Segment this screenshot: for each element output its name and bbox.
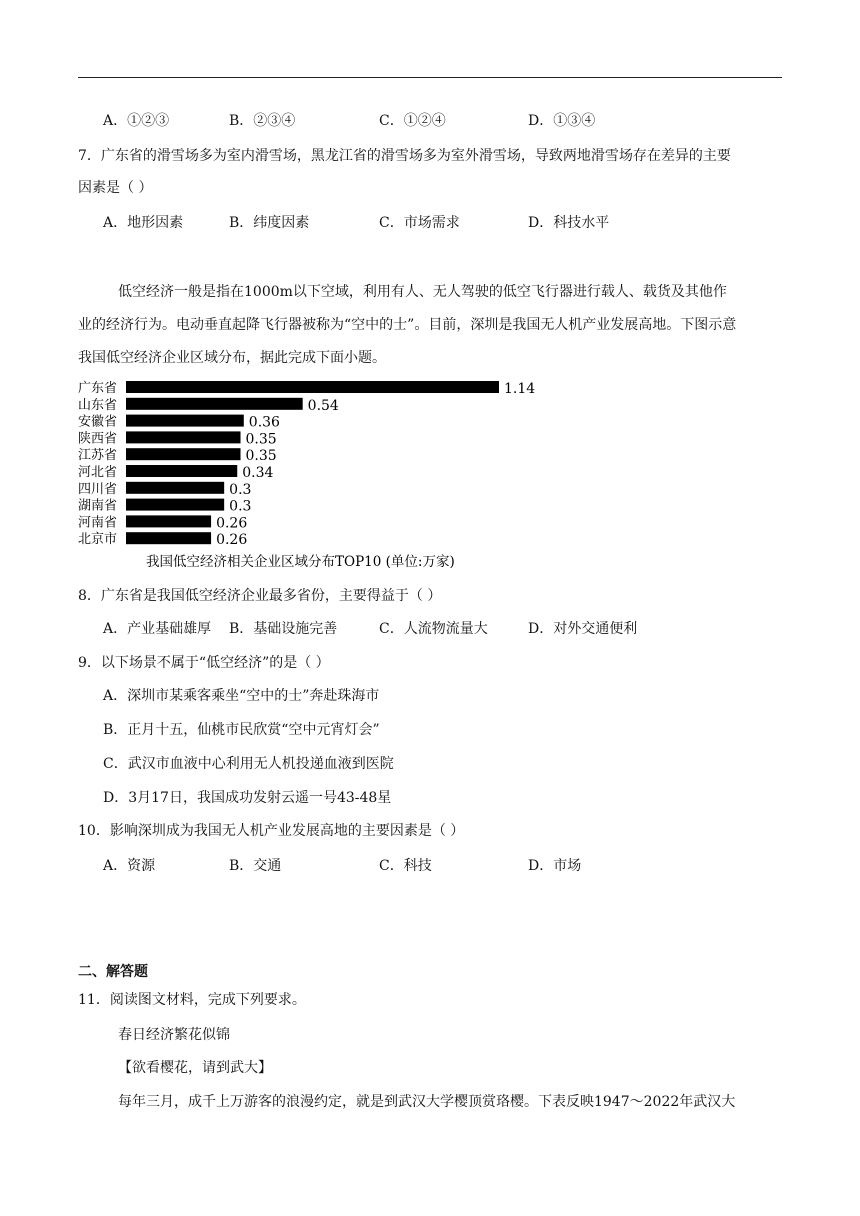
enterprise-distribution-chart xyxy=(70,378,550,568)
category-label: 湖南省 xyxy=(78,498,118,514)
q7-option-c[interactable]: C．市场需求 xyxy=(379,215,460,231)
bar xyxy=(126,515,211,527)
material-line1: 低空经济一般是指在1000m以下空域，利用有人、无人驾驶的低空飞行器进行载人、载货及其他作 xyxy=(118,284,727,300)
q6-option-b[interactable]: B．②③④ xyxy=(229,113,296,129)
q9-option-d[interactable]: D．3月17日，我国成功发射云遥一号43-48星 xyxy=(103,790,392,806)
bar xyxy=(126,482,224,494)
q9-option-b[interactable]: B．正月十五，仙桃市民欣赏“空中元宵灯会” xyxy=(103,722,380,738)
category-label: 江苏省 xyxy=(78,448,118,464)
q7-option-b[interactable]: B．纬度因素 xyxy=(229,215,310,231)
value-label: 1.14 xyxy=(504,381,536,397)
category-label: 山东省 xyxy=(78,397,118,413)
q7-stem-line1: 7．广东省的滑雪场多为室内滑雪场，黑龙江省的滑雪场多为室外滑雪场，导致两地滑雪场存在差异的主要 xyxy=(78,148,731,164)
q11-subtitle: 春日经济繁花似锦 xyxy=(118,1027,230,1043)
q10-option-b[interactable]: B．交通 xyxy=(229,858,282,874)
q10-option-c[interactable]: C．科技 xyxy=(379,858,432,874)
bar xyxy=(126,381,499,393)
chart-title: 我国低空经济相关企业区域分布TOP10 (单位:万家) xyxy=(146,554,455,568)
q8-option-d[interactable]: D．对外交通便利 xyxy=(528,621,638,637)
section-heading: 二、解答题 xyxy=(78,964,148,980)
category-label: 广东省 xyxy=(78,381,118,396)
q8-option-a[interactable]: A．产业基础雄厚 xyxy=(103,621,212,637)
bar xyxy=(126,431,241,443)
bar xyxy=(126,398,303,410)
category-label: 河南省 xyxy=(78,515,118,531)
value-label: 0.3 xyxy=(229,481,252,498)
q8-stem: 8．广东省是我国低空经济企业最多省份，主要得益于（ ） xyxy=(78,588,442,604)
q6-option-c[interactable]: C．①②④ xyxy=(379,113,446,129)
q7-stem-line2: 因素是（ ） xyxy=(78,180,153,196)
bar xyxy=(126,415,244,427)
material-line2: 业的经济行为。电动垂直起降飞行器被称为“空中的士”。目前，深圳是我国无人机产业发展高地。下图示意 xyxy=(78,317,737,333)
q8-option-c[interactable]: C．人流物流量大 xyxy=(379,621,488,637)
q6-option-d[interactable]: D．①③④ xyxy=(528,113,596,129)
value-label: 0.36 xyxy=(248,414,280,431)
q10-stem: 10．影响深圳成为我国无人机产业发展高地的主要因素是（ ） xyxy=(78,823,465,839)
value-label: 0.26 xyxy=(216,532,248,549)
q10-option-d[interactable]: D．市场 xyxy=(528,858,582,874)
value-label: 0.26 xyxy=(216,515,248,532)
header-rule xyxy=(78,77,782,78)
value-label: 0.35 xyxy=(245,448,277,465)
material-line3: 我国低空经济企业区域分布，据此完成下面小题。 xyxy=(78,350,386,366)
q11-bracket-heading: 【欲看樱花，请到武大】 xyxy=(118,1060,272,1076)
category-label: 安徽省 xyxy=(78,414,118,430)
category-label: 陕西省 xyxy=(78,431,118,447)
q10-option-a[interactable]: A．资源 xyxy=(103,858,156,874)
bar xyxy=(126,532,211,544)
bar xyxy=(126,448,241,460)
value-label: 0.54 xyxy=(307,397,339,414)
value-label: 0.35 xyxy=(245,431,277,448)
category-label: 北京市 xyxy=(78,532,118,548)
value-label: 0.34 xyxy=(242,465,274,481)
q7-option-d[interactable]: D．科技水平 xyxy=(528,215,610,231)
value-label: 0.3 xyxy=(229,498,252,515)
q7-option-a[interactable]: A．地形因素 xyxy=(103,215,184,231)
q11-stem: 11．阅读图文材料，完成下列要求。 xyxy=(78,992,306,1008)
q9-stem: 9．以下场景不属于“低空经济”的是（ ） xyxy=(78,655,330,671)
category-label: 四川省 xyxy=(78,481,118,497)
q11-paragraph: 每年三月，成千上万游客的浪漫约定，就是到武汉大学樱顶赏珞樱。下表反映1947～2022年武汉大 xyxy=(118,1094,736,1110)
category-label: 河北省 xyxy=(78,465,118,480)
bar xyxy=(126,499,224,511)
q8-option-b[interactable]: B．基础设施完善 xyxy=(229,621,338,637)
q9-option-c[interactable]: C．武汉市血液中心利用无人机投递血液到医院 xyxy=(103,756,394,772)
q6-option-a[interactable]: A．①②③ xyxy=(103,113,170,129)
bar xyxy=(126,465,237,477)
q9-option-a[interactable]: A．深圳市某乘客乘坐“空中的士”奔赴珠海市 xyxy=(103,688,380,704)
